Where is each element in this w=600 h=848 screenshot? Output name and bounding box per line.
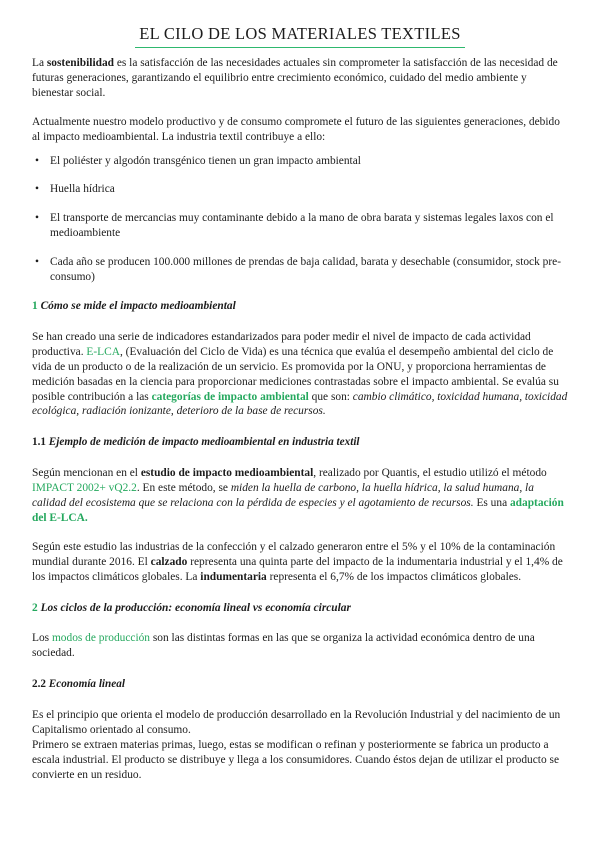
document-body (32, 56, 570, 783)
list-item (32, 211, 570, 241)
impact-method-link[interactable]: IMPACT 2002+ vQ2.2 (32, 482, 137, 495)
text-run: son las distintas formas en las que se organiza la actividad económica dentro de una sociedad. (32, 632, 535, 660)
impact-bullet-list (32, 154, 570, 285)
title-wrap (0, 24, 600, 48)
section-1-1-paragraph-1 (32, 466, 570, 526)
list-item-text: El poliéster y algodón transgénico tienen un gran impacto ambiental (50, 154, 361, 167)
bullet-icon: • (35, 154, 39, 167)
bullet-icon: • (35, 212, 39, 225)
section-title: Ejemplo de medición de impacto medioambiental en industria textil (48, 436, 360, 449)
elca-link[interactable]: E-LCA (86, 345, 120, 358)
text-run: representa una quinta parte del impacto de la indumentaria industrial y el 1,4% de los impactos climáticos globales. La (32, 555, 563, 583)
list-item-text: Cada año se producen 100.000 millones de prendas de baja calidad, barata y desechable (consumidor, stock pre-consumo) (50, 256, 561, 284)
text-run: , realizado por Quantis, el estudio utilizó el método (313, 467, 547, 480)
impact-categories-link[interactable]: categorías de impacto ambiental (151, 390, 309, 403)
list-item (32, 182, 570, 197)
section-2-heading (32, 601, 570, 616)
bold-term: estudio de impacto medioambiental (140, 467, 314, 480)
list-item-text: El transporte de mercancias muy contaminante debido a la mano de obra barata y sistemas legales laxos con el medioambiente (50, 212, 554, 240)
bold-term: sostenibilidad (46, 57, 114, 69)
section-title: Los ciclos de la producción: economía lineal vs economía circular (40, 601, 351, 614)
section-2-2-heading (32, 677, 570, 692)
bold-term: indumentaria (200, 570, 267, 583)
intro-paragraph-2: Actualmente nuestro modelo productivo y de consumo compromete el futuro de las siguientes generaciones, debido al impacto medioambiental. La industria textil contribuye a ello: (32, 115, 560, 143)
production-modes-link[interactable]: modos de producción (51, 632, 151, 645)
section-2-2-paragraph-2: Primero se extraen materias primas, luego, estas se modifican o refinan y posteriormente se fabrica un producto a escala industrial. El producto se distribuye y llega a los consumidores. Cuando éstos dejan de utilizar el producto se convierte en un residuo. (32, 739, 560, 781)
italic-run: cambio climático, toxicidad humana, toxicidad ecológica, radiación ionizante, deterioro de la base de recursos. (32, 390, 568, 418)
list-item (32, 154, 570, 169)
section-number: 2 (32, 601, 38, 614)
text-run: . En este método, se (136, 482, 231, 495)
section-1-paragraph (32, 330, 570, 419)
section-1-heading (32, 299, 570, 314)
section-number: 1.1 (32, 436, 46, 449)
section-title: Economía lineal (48, 678, 125, 691)
section-number: 2.2 (32, 678, 46, 691)
section-title: Cómo se mide el impacto medioambiental (40, 299, 236, 312)
text-run: Los (32, 632, 52, 645)
italic-run: miden la huella de carbono, la huella hídrica, la salud humana, la calidad del ecosistema que se relaciona con la pérdida de especies y el agotamiento de recursos. (32, 482, 534, 510)
text-run: , (Evaluación del Ciclo de Vida) es una técnica que evalúa el desempeño ambiental del ciclo de vida de un producto o de la realización de un servicio. Es promovida por la ONU, y proporciona herramientas de medición basadas en la ciencia para proporcionar mediciones contrastadas sobre el impacto ambiental. Se evalúa su posible contribución a las (32, 345, 559, 403)
list-item-text: Huella hídrica (50, 183, 115, 196)
text-run: Se han creado una serie de indicadores estandarizados para poder medir el nivel de impacto de cada actividad productiva. (32, 330, 531, 358)
page-title: EL CILO DE LOS MATERIALES TEXTILES (135, 24, 464, 48)
list-item (32, 255, 570, 285)
section-2-paragraph (32, 631, 570, 661)
text-run: que son: (308, 390, 353, 403)
text-run: Es una (473, 497, 510, 510)
bullet-icon: • (35, 183, 39, 196)
bullet-icon: • (35, 256, 39, 269)
elca-adaptation-link[interactable]: adaptación del E-LCA. (32, 497, 564, 524)
text-run: representa el 6,7% de los impactos climáticos globales. (266, 570, 522, 583)
section-1-1-heading (32, 435, 570, 450)
text-run: La (32, 57, 47, 69)
section-2-2-paragraph-1: Es el principio que orienta el modelo de producción desarrollado en la Revolución Industrial y del nacimiento de un Capitalismo orientado al consumo. (32, 709, 561, 737)
text-run: Según mencionan en el (32, 467, 141, 480)
intro-paragraph-1 (32, 56, 570, 101)
section-1-1-paragraph-2 (32, 540, 570, 585)
bold-term: calzado (150, 555, 188, 568)
section-number: 1 (32, 299, 38, 312)
text-run: es la satisfacción de las necesidades actuales sin comprometer la satisfacción de las necesidad de futuras generaciones, garantizando el equilibrio entre crecimiento económico, cuidado del medio ambiente y bienestar social. (32, 57, 558, 99)
text-run: Según este estudio las industrias de la confección y el calzado generaron entre el 5% y el 10% de la contaminación mundial durante 2016. El (32, 540, 556, 568)
